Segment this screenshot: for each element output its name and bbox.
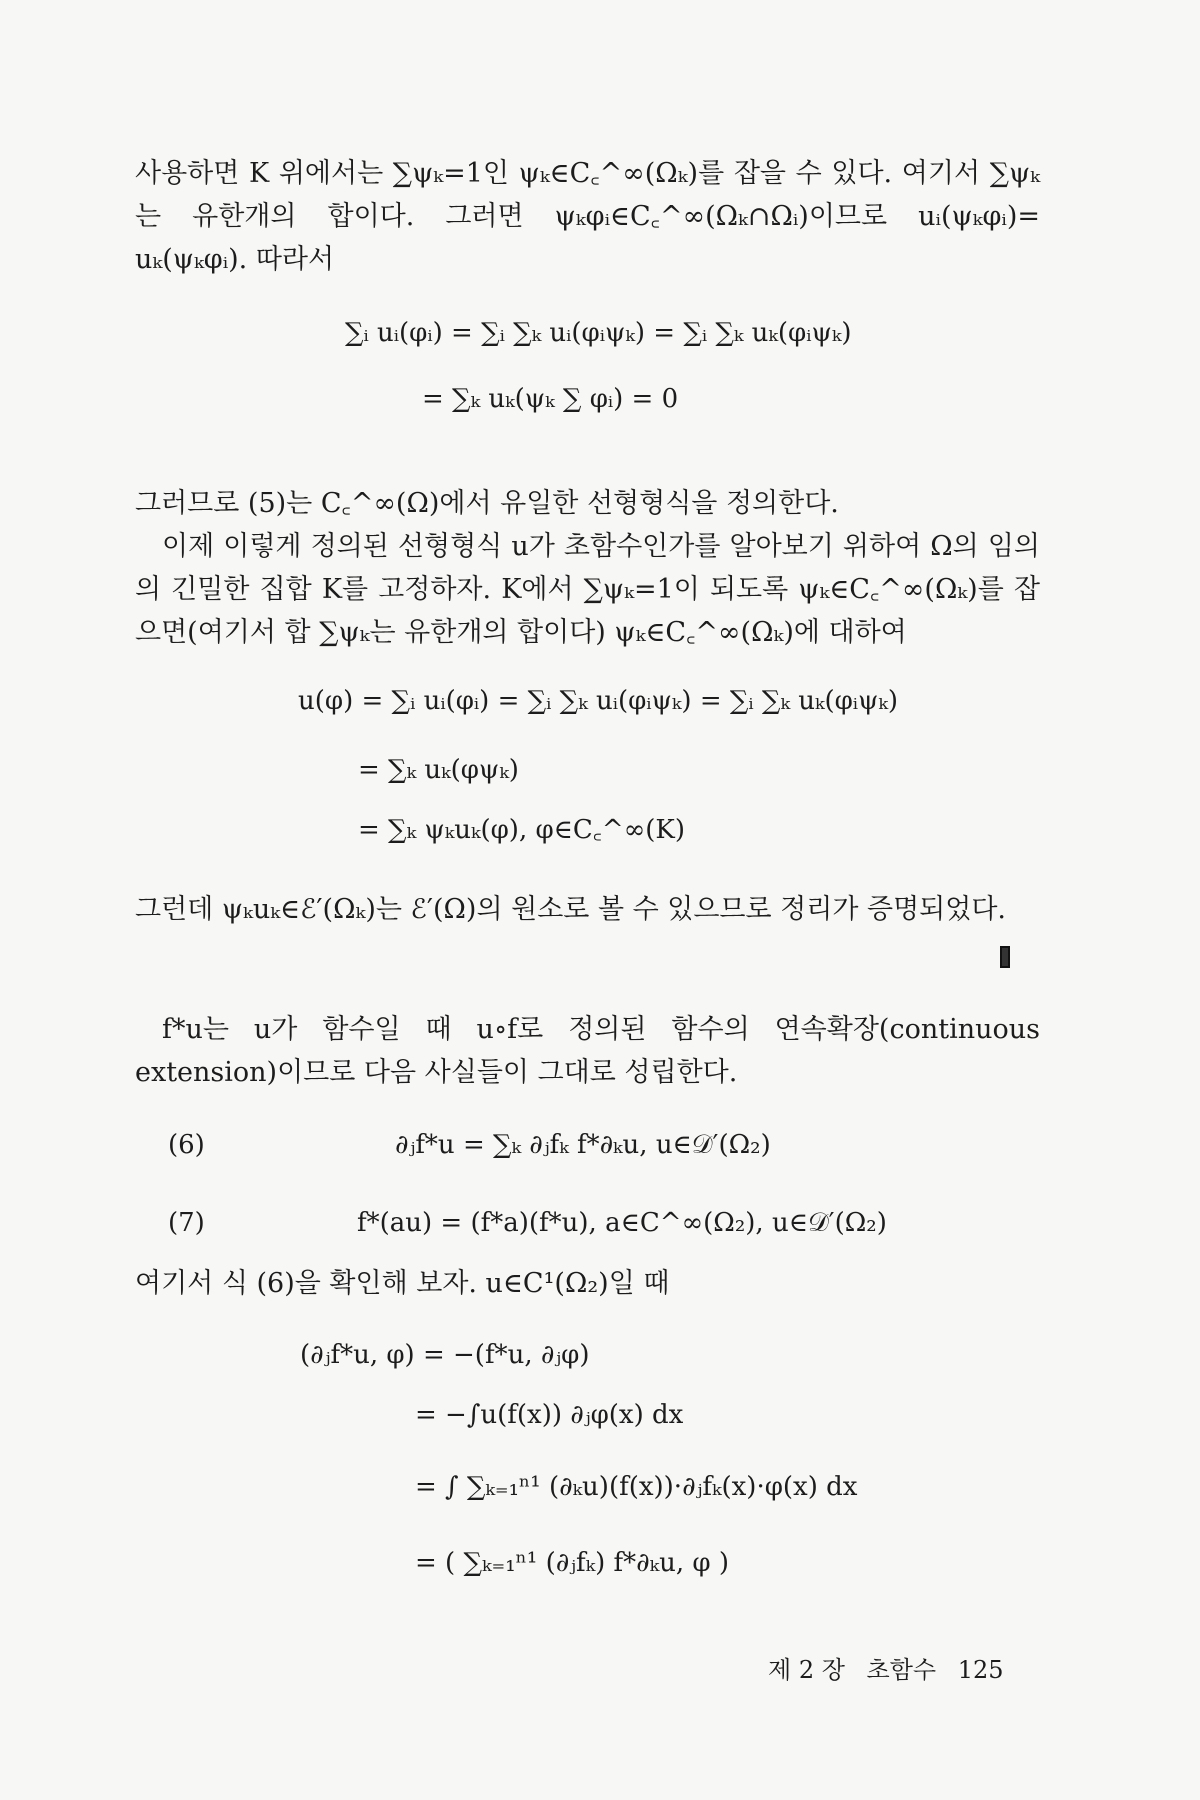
paragraph-4: 그런데 ψₖuₖ∈ℰ′(Ωₖ)는 ℰ′(Ω)의 원소로 볼 수 있으므로 정리가 증명되었다. xyxy=(135,894,1007,925)
footer-title: 초함수 xyxy=(866,1656,937,1684)
footer-chapter: 제 2 장 xyxy=(768,1656,845,1684)
equation-8-line-4: = ( ∑ₖ₌₁ⁿ¹ (∂ⱼfₖ) f*∂ₖu, φ ) xyxy=(415,1548,729,1578)
equation-1-line-2: = ∑ₖ uₖ(ψₖ ∑ φᵢ) = 0 xyxy=(422,384,679,414)
paragraph-6: 여기서 식 (6)을 확인해 보자. u∈C¹(Ω₂)일 때 xyxy=(135,1268,670,1299)
paragraph-5: f*u는 u가 함수일 때 u∘f로 정의된 함수의 연속확장(continuous extension)이므로 다음 사실들이 그대로 성립한다. xyxy=(135,1014,1040,1088)
paragraph-2: 그러므로 (5)는 C꜀^∞(Ω)에서 유일한 선형형식을 정의한다. xyxy=(135,488,839,519)
equation-2-line-2: = ∑ₖ uₖ(φψₖ) xyxy=(358,755,519,785)
qed-mark xyxy=(1000,946,1010,968)
equation-2-line-1: u(φ) = ∑ᵢ uᵢ(φᵢ) = ∑ᵢ ∑ₖ uᵢ(φᵢψₖ) = ∑ᵢ ∑ₖ uₖ(φᵢψₖ) xyxy=(298,686,899,716)
equation-6: ∂ⱼf*u = ∑ₖ ∂ⱼfₖ f*∂ₖu, u∈𝒟′(Ω₂) xyxy=(395,1130,771,1160)
equation-8-line-3: = ∫ ∑ₖ₌₁ⁿ¹ (∂ₖu)(f(x))·∂ⱼfₖ(x)·φ(x) dx xyxy=(415,1472,858,1502)
equation-6-number: (6) xyxy=(168,1130,205,1160)
paragraph-1: 사용하면 K 위에서는 ∑ψₖ=1인 ψₖ∈C꜀^∞(Ωₖ)를 잡을 수 있다. 여기서 ∑ψₖ는 유한개의 합이다. 그러면 ψₖφᵢ∈C꜀^∞(Ωₖ∩Ωᵢ)이므로 uᵢ(ψₖφᵢ)= uₖ(ψₖφᵢ). 따라서 xyxy=(135,158,1040,275)
equation-8-line-1: (∂ⱼf*u, φ) = −(f*u, ∂ⱼφ) xyxy=(300,1340,590,1370)
page-footer xyxy=(768,1650,1004,1685)
equation-7: f*(au) = (f*a)(f*u), a∈C^∞(Ω₂), u∈𝒟′(Ω₂) xyxy=(357,1208,887,1238)
paragraph-3: 이제 이렇게 정의된 선형형식 u가 초함수인가를 알아보기 위하여 Ω의 임의의 긴밀한 집합 K를 고정하자. K에서 ∑ψₖ=1이 되도록 ψₖ∈C꜀^∞(Ωₖ)를 잡으면(여기서 합 ∑ψₖ는 유한개의 합이다) ψₖ∈C꜀^∞(Ωₖ)에 대하여 xyxy=(135,531,1040,648)
equation-2-line-3: = ∑ₖ ψₖuₖ(φ), φ∈C꜀^∞(K) xyxy=(358,815,685,845)
equation-1-line-1: ∑ᵢ uᵢ(φᵢ) = ∑ᵢ ∑ₖ uᵢ(φᵢψₖ) = ∑ᵢ ∑ₖ uₖ(φᵢψₖ) xyxy=(345,318,852,348)
equation-7-number: (7) xyxy=(168,1208,205,1238)
footer-page-number: 125 xyxy=(957,1656,1004,1684)
equation-8-line-2: = −∫u(f(x)) ∂ⱼφ(x) dx xyxy=(415,1400,684,1430)
